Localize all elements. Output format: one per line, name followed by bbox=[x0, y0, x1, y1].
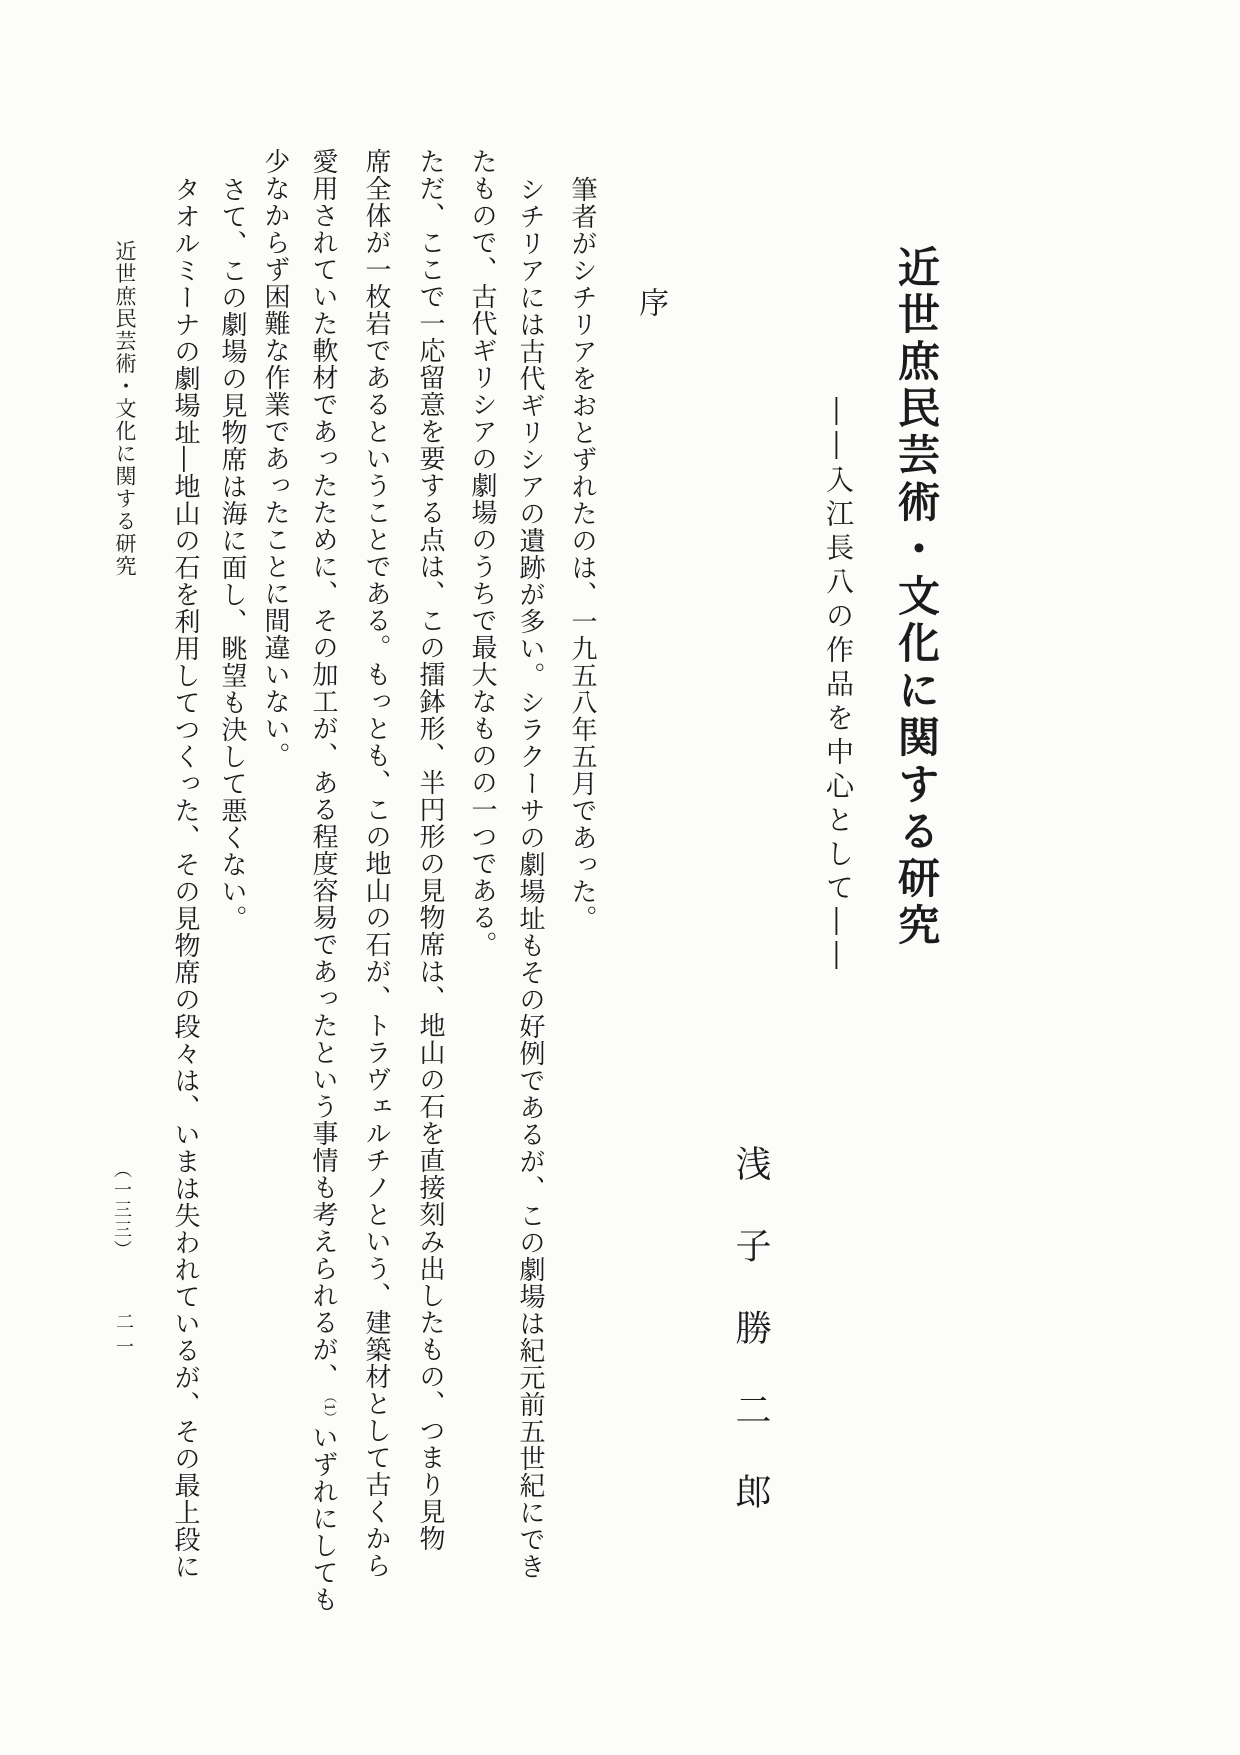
body-column-4: ただ、ここで一応留意を要する点は、この擂鉢形、半円形の見物席は、地山の石を直接刻み出したもの、つまり見物 bbox=[415, 148, 445, 1552]
body-column-8: さて、この劇場の見物席は海に面し、眺望も決して悪くない。 bbox=[217, 176, 247, 932]
body-column-6-text-before: 愛用されていた軟材であったために、その加工が、ある程度容易であったという事情も考えられるが、 bbox=[308, 148, 338, 1390]
body-column-6 bbox=[305, 148, 342, 1613]
footnote-marker: （1） bbox=[321, 1390, 336, 1425]
body-column-7: 少なからず困難な作業であったことに間違いない。 bbox=[260, 148, 290, 769]
body-column-9: タオルミーナの劇場址―地山の石を利用してつくった、その見物席の段々は、いまは失われているが、その最上段に bbox=[170, 176, 200, 1580]
body-column-1: 筆者がシチリアをおとずれたのは、一九五八年五月であった。 bbox=[567, 176, 597, 932]
section-heading: 序 bbox=[633, 287, 668, 319]
page-number: （一三三） bbox=[111, 1160, 132, 1260]
body-column-5: 席全体が一枚岩であるということである。もっとも、この地山の石が、トラヴェルチノという、建築材として古くから bbox=[361, 148, 391, 1579]
running-title: 近世庶民芸術・文化に関する研究 bbox=[113, 240, 137, 578]
folio-number: 二一 bbox=[113, 1312, 134, 1362]
body-column-2: シチリアには古代ギリシアの遺跡が多い。シラクーサの劇場址もその好例であるが、この劇場は紀元前五世紀にでき bbox=[515, 176, 545, 1580]
body-column-6-text-after: いずれにしても bbox=[308, 1424, 338, 1614]
body-column-3: たもので、古代ギリシアの劇場のうちで最大なものの一つである。 bbox=[467, 148, 497, 958]
page-subtitle: ――入江長八の作品を中心として―― bbox=[822, 397, 855, 975]
author-name: 浅子勝二郎 bbox=[730, 1145, 771, 1555]
page-title: 近世庶民芸術・文化に関する研究 bbox=[892, 245, 941, 950]
